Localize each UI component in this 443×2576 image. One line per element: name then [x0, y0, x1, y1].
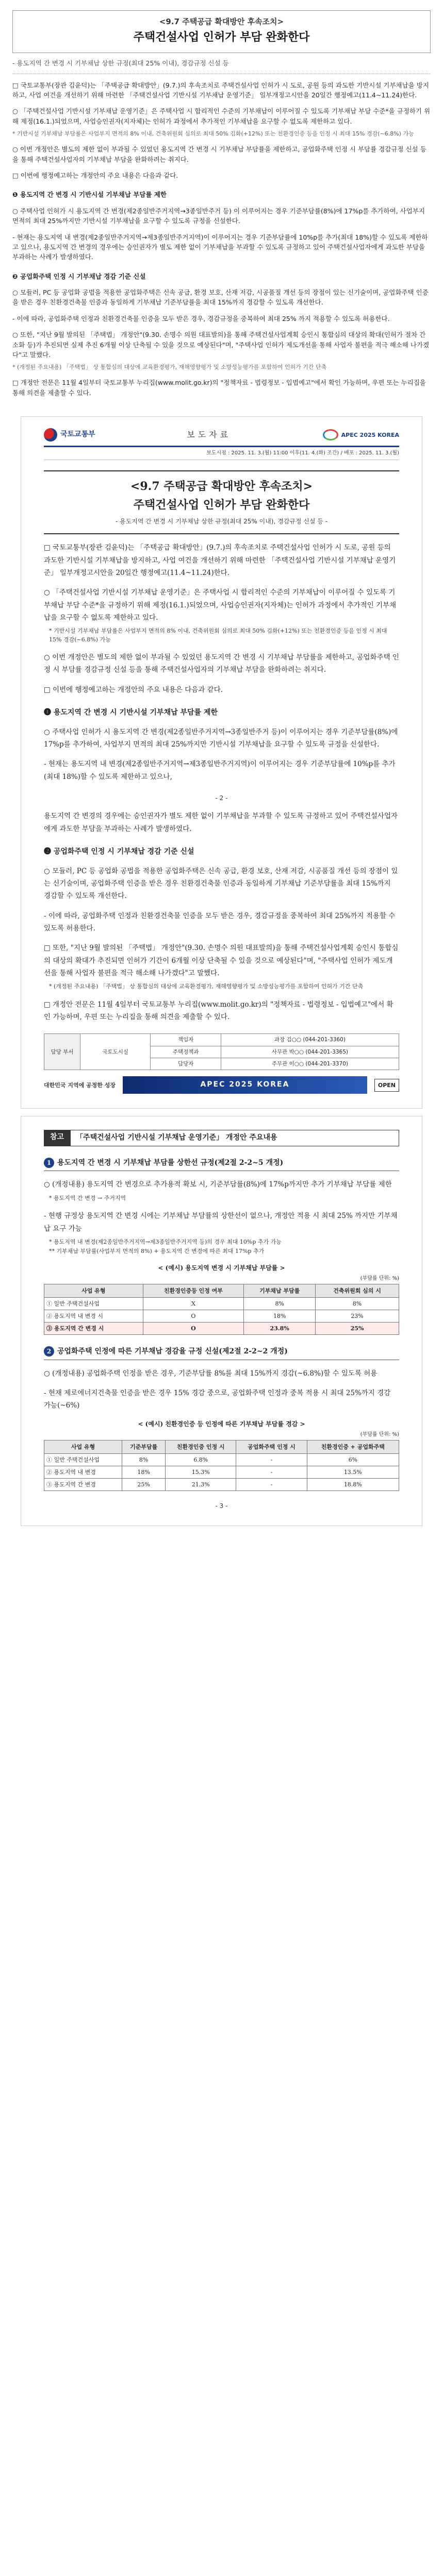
table-cell: ① 일반 주택건설사업: [44, 1453, 122, 1466]
table-cell: O: [143, 1323, 244, 1335]
table-cell: -: [236, 1478, 307, 1490]
article-footnote: * (개정된 주요내용) 「주택법」 상 통합심의 대상에 교육환경평가, 재해영향평가 및 소방성능평가를 포함하여 인허가 기간 단축: [12, 364, 327, 371]
press-title-box: [44, 470, 399, 535]
reference-paragraph: ○ (개정내용) 용도지역 간 변경으로 추가용적 확보 시, 기준부담률(8%)에 17%p까지만 추가 기부채납 부담률 제한: [44, 1180, 392, 1189]
article-paragraph: ○ 「주택건설사업 기반시설 기부채납 운영기준」은 주택사업 시 합리적인 수준의 기부채납이 이루어질 수 있도록 기부채납 부담 수준*을 규정하기 위해 제정(16.1.)되었으며, 사업승인권자(지자체)는 인허가 과정에서 추가적인 기부채납을 요구할 수 없도록 제한하고 있다.: [12, 107, 431, 125]
press-footnote: * 기반시설 기부채납 부담률은 사업부지 면적의 8% 이내, 건축위원회 심의로 최대 50% 김화(+12%) 또는 친환경인증 등을 인정 시 최대 15% 경감(~6.8%) 가능: [49, 628, 387, 643]
reference-header: [44, 1130, 399, 1146]
press-paragraph: ○ 주택사업 인허가 시 용도지역 간 변경(제2종일반주거지역→3종일반주거 등)이 이루어지는 경우 기준부담률(8%)에 17%p를 추가하여, 사업부지 면적의 최대 25%까지만 기반시설 기부채납을 요구할 수 있도록 규정을 신설한다.: [44, 727, 398, 749]
apec-label: APEC 2025 KOREA: [341, 431, 399, 438]
article-title-box: [12, 10, 431, 53]
article-lead: - 용도지역 간 변경 시 기부채납 상한 규정(최대 25% 이내), 경감규정 신설 등: [12, 53, 431, 74]
table-header: 사업 유형: [44, 1284, 143, 1297]
section-number-icon: 2: [44, 1346, 54, 1357]
reference-page: [21, 1116, 422, 1526]
article-paragraph: ○ 이번 개정안은 별도의 제한 없이 부과될 수 있었던 용도지역 간 변경 시 기부채납 부담률을 제한하고, 공업화주택 인정 시 부담률 경감규정 신설 등을 통해 주택건설사업자의 기부채납 부담을 완화하려는 취지다.: [12, 145, 426, 163]
table-cell: ③ 용도지역 간 변경: [44, 1478, 122, 1490]
contact-person: 과장 김○○ (044-201-3360): [221, 1034, 399, 1046]
contact-person: 주무관 이○○ (044-201-3370): [221, 1058, 399, 1070]
article-paragraph: - 이에 따라, 공업화주택 인정과 친환경건축물 인증을 모두 받은 경우, 경감규정을 중복하여 최대 25% 까지 적용할 수 있도록 허용한다.: [12, 314, 390, 323]
reference-title: 「주택건설사업 기반시설 기부채납 운영기준」 개정안 주요내용: [70, 1130, 399, 1146]
table-row: [44, 1310, 399, 1322]
contact-role: 담당자: [151, 1058, 221, 1070]
article-paragraph: □ 이번에 행정예고하는 개정안의 주요 내용은 다음과 같다.: [12, 172, 178, 180]
reference-paragraph: ○ (개정내용) 공업화주택 인정을 받은 경우, 기준부담률 8%를 최대 15%까지 경감(~6.8%)할 수 있도록 허용: [44, 1369, 378, 1378]
table-header: 건축위원회 심의 시: [316, 1284, 399, 1297]
article-section-heading: ❷ 공업화주택 인정 시 기부채납 경감 기준 신설: [12, 272, 146, 280]
table-header: 공업화주택 인정 시: [236, 1440, 307, 1453]
press-paragraph: ○ 「주택건설사업 기반시설 기부채납 운영기준」은 주택사업 시 합리적인 수준의 기부채납이 이루어질 수 있도록 기부채납 부담 수준*을 규정하기 위해 제정(16.1.)되었으며, 사업승인권자(지자체)는 인허가 과정에서 추가적인 기부채납을 요구할 수 없도록 제한하고 있다.: [44, 588, 397, 622]
table-cell: -: [236, 1453, 307, 1466]
article-paragraph: ○ 주택사업 인허가 시 용도지역 간 변경(제2종일반주거지역→3종일반주거 등) 이 이루어지는 경우 기준부담률(8%)에 17%p를 추가하여, 사업부지 면적의 최대 25%까지만 기반시설 기부채납을 요구할 수 있도록 규정을 신설한다.: [12, 207, 425, 225]
table-header: 기부채납 부담률: [244, 1284, 316, 1297]
article-paragraph: □ 국토교통부(장관 김윤덕)는 「주택공급 확대방안」(9.7.)의 후속조치로 주택건설사업 인허가 시 도로, 공원 등의 과도한 기반시설 기부채납을 방지하고, 사업 여건을 개선하기 위해 마련한 「주택건설사업 기반시설 기부채납 운영기준」 일부개정고시안을 20일간 행정예고(11.4~11.24)한다.: [12, 81, 429, 99]
table-cell: 21.3%: [166, 1478, 236, 1490]
press-section-heading: ❶ 용도지역 간 변경 시 기반시설 기부채납 부담률 제한: [44, 708, 218, 717]
press-paragraph: 용도지역 간 변경의 경우에는 승인권자가 별도 제한 없이 기부채납을 부과할 수 있도록 규정하고 있어 주택건설사업자에게 과도한 부담을 부과하는 사례가 발생하였다.: [44, 812, 398, 833]
table-cell: 25%: [122, 1478, 166, 1490]
table-cell: 15.3%: [166, 1466, 236, 1478]
table-title: < (예시) 친환경인증 등 인정에 따른 기부채납 부담률 경감 >: [138, 1420, 305, 1428]
table-cell: 6%: [307, 1453, 399, 1466]
article-paragraph: □ 개정안 전문은 11월 4일부터 국토교통부 누리집(www.molit.go.kr)의 "정책자료 - 법령정보 - 입법예고"에서 확인 가능하며, 우편 또는 누리집을 통해 의견을 제출할 수 있다.: [12, 379, 426, 397]
table-cell: 23%: [316, 1310, 399, 1322]
table-row: [44, 1466, 399, 1478]
table-cell: X: [143, 1297, 244, 1310]
table-header: 친환경인증 + 공업화주택: [307, 1440, 399, 1453]
press-subtitle: - 용도지역 간 변경 시 기부채납 상한 규정(최대 25% 이내), 경감규정 신설 등 -: [115, 517, 328, 525]
table-row: [44, 1478, 399, 1490]
table-cell: 18.8%: [307, 1478, 399, 1490]
press-header: [44, 428, 399, 447]
reduction-table: [44, 1440, 399, 1491]
section-number-icon: 1: [44, 1158, 54, 1168]
press-title-sub: <9.7 주택공급 확대방안 후속조치>: [130, 479, 313, 493]
table-row: [44, 1297, 399, 1310]
table-cell: ② 용도지역 내 변경: [44, 1466, 122, 1478]
article-title: 주택건설사업 인허가 부담 완화한다: [133, 31, 310, 44]
page-number: - 2 -: [215, 794, 228, 802]
table-header: 친환경인증 인정 시: [166, 1440, 236, 1453]
document-type: 보도자료: [187, 429, 232, 439]
table-cell: 6.8%: [166, 1453, 236, 1466]
press-paragraph: ○ 이번 개정안은 별도의 제한 없이 부과될 수 있었던 용도지역 간 변경 시 기부채납 부담률을 제한하고, 공업화주택 인정 시 부담률 경감규정 신설 등을 통해 주택건설사업자의 기부채납 부담을 완화하려는 취지다.: [44, 653, 399, 674]
table-cell: ② 용도지역 내 변경 시: [44, 1310, 143, 1322]
reference-paragraph: - 현행 규정상 용도지역 간 변경 시에는 기부채납 부담률의 상한선이 없으나, 개정안 적용 시 최대 25% 까지만 기부채납 요구 가능: [44, 1212, 398, 1233]
open-badge: OPEN: [374, 1079, 399, 1092]
article-section: [0, 0, 443, 409]
table-cell: 8%: [122, 1453, 166, 1466]
press-paragraph: □ 또한, "지난 9월 발의된 「주택법」 개정안"(9.30. 손명수 의원 대표발의)을 통해 주택건설사업계획 승인시 통합심의 대상의 확대가 추진되면 인허가 기간이 6개월 이상 단축될 수 있을 것으로 예상된다"며, "주택사업 인허가 제도개선을 통해 사업자 불편을 적극 해소해 나가겠다"고 말했다.: [44, 944, 399, 977]
reference-paragraph: - 현재 제로에너지건축물 인증을 받은 경우 15% 경감 중으로, 공업화주택 인정과 중복 적용 시 최대 25%까지 경감 가능(~6%): [44, 1389, 391, 1410]
contact-role: 책임자: [151, 1034, 221, 1046]
page-number: - 3 -: [215, 1502, 228, 1510]
press-paragraph: ○ 모듈러, PC 등 공업화 공법을 적용한 공업화주택은 신속 공급, 환경 보호, 산재 저감, 시공품질 개선 등의 장점이 있는 신기술이며, 공업화주택 인증을 받은 경우 친환경건축물 인증과 동일하게 기부채납 기준부담률을 최대 15%까지 경감할 수 있도록 개선한다.: [44, 867, 398, 901]
footer-slogan: 대한민국 지역에 공정한 성장: [44, 1081, 116, 1089]
contact-dept: 주택정책과: [151, 1046, 221, 1058]
burden-rate-table: [44, 1284, 399, 1335]
table-cell: 8%: [316, 1297, 399, 1310]
reference-tag: 참고: [44, 1130, 70, 1146]
release-date: 보도시점 : 2025. 11. 3.(월) 11:00 이후(11. 4.(화) 조간) / 배포 : 2025. 11. 3.(월): [44, 447, 399, 460]
table-cell: ① 일반 주택건설사업: [44, 1297, 143, 1310]
table-cell: 18%: [244, 1310, 316, 1322]
press-section-heading: ❷ 공업화주택 인정 시 기부채납 경감 기준 신설: [44, 848, 194, 856]
press-footer: [44, 1076, 399, 1094]
press-footnote: * (개정된 주요내용) 「주택법」 상 통합심의 대상에 교육환경평가, 재해영향평가 및 소방성능평가를 포함하여 인허가 기간 단축: [49, 983, 364, 990]
reference-section-title: 용도지역 간 변경 시 기부채납 부담률 상한선 규정(제2절 2-2~5 개정): [57, 1158, 284, 1167]
table-unit: (부담률 단위: %): [360, 1276, 399, 1282]
ministry-logo: [44, 428, 95, 442]
article-title-sub: <9.7 주택공급 확대방안 후속조치>: [159, 17, 284, 26]
table-cell: 8%: [244, 1297, 316, 1310]
press-paragraph: - 현재는 용도지역 내 변경(제2종일반주거지역→제3종일반주거지역)이 이루어지는 경우 기준부담률에 10%p를 추가(최대 18%)할 수 있도록 제한하고 있으나,: [44, 760, 396, 781]
article-paragraph: - 현재는 용도지역 내 변경(제2종일반주거지역→제3종일반주거지역)이 이루어지는 경우 기준부담률에 10%p를 추가(최대 18%)할 수 있도록 제한하고 있으나, 용도지역 간 변경의 경우에는 승인권자가 별도 제한 없이 기부채납을 부과할 수 있도록 규정하고 있어 주택건설사업자에게 과도한 부담을 부과하는 사례가 발생하였다.: [12, 233, 428, 261]
contact-table: [44, 1033, 399, 1070]
table-cell: 13.5%: [307, 1466, 399, 1478]
apec-icon: [323, 429, 338, 440]
article-footnote: * 기반시설 기부채납 부담률은 사업부지 면적의 8% 이내, 건축위원회 심의로 최대 50% 김화(+12%) 또는 친환경인증 등을 인정 시 최대 15% 경감(~6.8%) 가능: [12, 130, 414, 138]
table-title: < (예시) 용도지역 변경 시 기부채납 부담률 >: [158, 1264, 285, 1272]
ministry-name: 국토교통부: [60, 430, 95, 439]
press-paragraph: □ 국토교통부(장관 김윤덕)는 「주택공급 확대방안」(9.7.)의 후속조치로 주택건설사업 인허가 시 도로, 공원 등의 과도한 기반시설 기부채납을 방지하고, 사업 여건을 개선하기 위해 마련한 「주택건설사업 기반시설 기부채납 운영기준」 일부개정고시안을 20일간 행정예고(11.4~11.24)한다.: [44, 544, 396, 577]
contact-label: 담당 부서: [44, 1034, 80, 1070]
press-paragraph: □ 개정안 전문은 11월 4일부터 국토교통부 누리집(www.molit.go.kr)의 "정책자료 - 법령정보 - 입법예고"에서 확인 가능하며, 우편 또는 누리집을 통해 의견을 제출할 수 있다.: [44, 1000, 393, 1021]
table-header: 친환경인증등 인정 여부: [143, 1284, 244, 1297]
article-section-heading: ❶ 용도지역 간 변경 시 기반시설 기부채납 부담률 제한: [12, 191, 167, 199]
article-paragraph: ○ 모듈러, PC 등 공업화 공법을 적용한 공업화주택은 신속 공급, 환경 보호, 산재 저감, 시공품질 개선 등의 장점이 있는 신기술이며, 공업화주택 인증을 받은 경우 친환경건축물 인증과 동일하게 기부채납 기준부담률을 최대 15%까지 경감할 수 있도록 개선한다.: [12, 289, 429, 307]
table-unit: (부담률 단위: %): [360, 1432, 399, 1438]
article-paragraph: ○ 또한, "지난 9월 발의된 「주택법」 개정안"(9.30. 손명수 의원 대표발의)을 통해 주택건설사업계획 승인시 통합심의 대상의 확대(인허가 절차 간소화 등)가 추진되면 실제 추진 6개월 이상 단축될 수 있을 것으로 예상된다"며, "주택사업 인허가 제도개선을 통해 사업자 불편을 적극 해소해 나가겠다"고 말했다.: [12, 331, 430, 359]
contact-dept: 국토도시실: [80, 1034, 151, 1070]
reference-footnote: * 용도지역 간 변경 → 주거지역: [49, 1194, 126, 1201]
press-paragraph: - 이에 따라, 공업화주택 인정과 친환경건축물 인증을 모두 받은 경우, 경감규정을 중복하여 최대 25%까지 적용할 수 있도록 허용한다.: [44, 911, 396, 933]
table-cell: 25%: [316, 1323, 399, 1335]
press-release-page: [21, 416, 422, 1109]
press-paragraph: □ 이번에 행정예고하는 개정안의 주요 내용은 다음과 같다.: [44, 685, 223, 694]
reference-section-title: 공업화주택 인정에 따른 기부채납 경감율 규정 신설(제2절 2-2~2 개정): [57, 1347, 288, 1356]
table-header: 사업 유형: [44, 1440, 122, 1453]
table-cell: ③ 용도지역 간 변경 시: [44, 1323, 143, 1335]
contact-person: 사무관 박○○ (044-201-3365): [221, 1046, 399, 1058]
reference-section-heading: [44, 1346, 399, 1360]
press-title: 주택건설사업 인허가 부담 완화한다: [133, 498, 310, 512]
table-row: [44, 1323, 399, 1335]
government-emblem-icon: [44, 428, 57, 442]
table-cell: 18%: [122, 1466, 166, 1478]
table-header: 기준부담률: [122, 1440, 166, 1453]
table-cell: 23.8%: [244, 1323, 316, 1335]
reference-footnote: * 용도지역 내 변경(제2종일반주거지역→제3종일반주거지역 등)의 경우 최대 10%p 추가 가능: [49, 1238, 282, 1245]
table-row: [44, 1453, 399, 1466]
apec-logo: [323, 429, 399, 440]
table-cell: -: [236, 1466, 307, 1478]
table-cell: O: [143, 1310, 244, 1322]
reference-footnote: ** 기부채납 부담률(사업부지 면적의 8%) + 용도지역 간 변경에 따른 최대 17%p 추가: [49, 1248, 265, 1255]
apec-banner: APEC 2025 KOREA: [123, 1076, 367, 1094]
reference-section-heading: [44, 1158, 399, 1172]
